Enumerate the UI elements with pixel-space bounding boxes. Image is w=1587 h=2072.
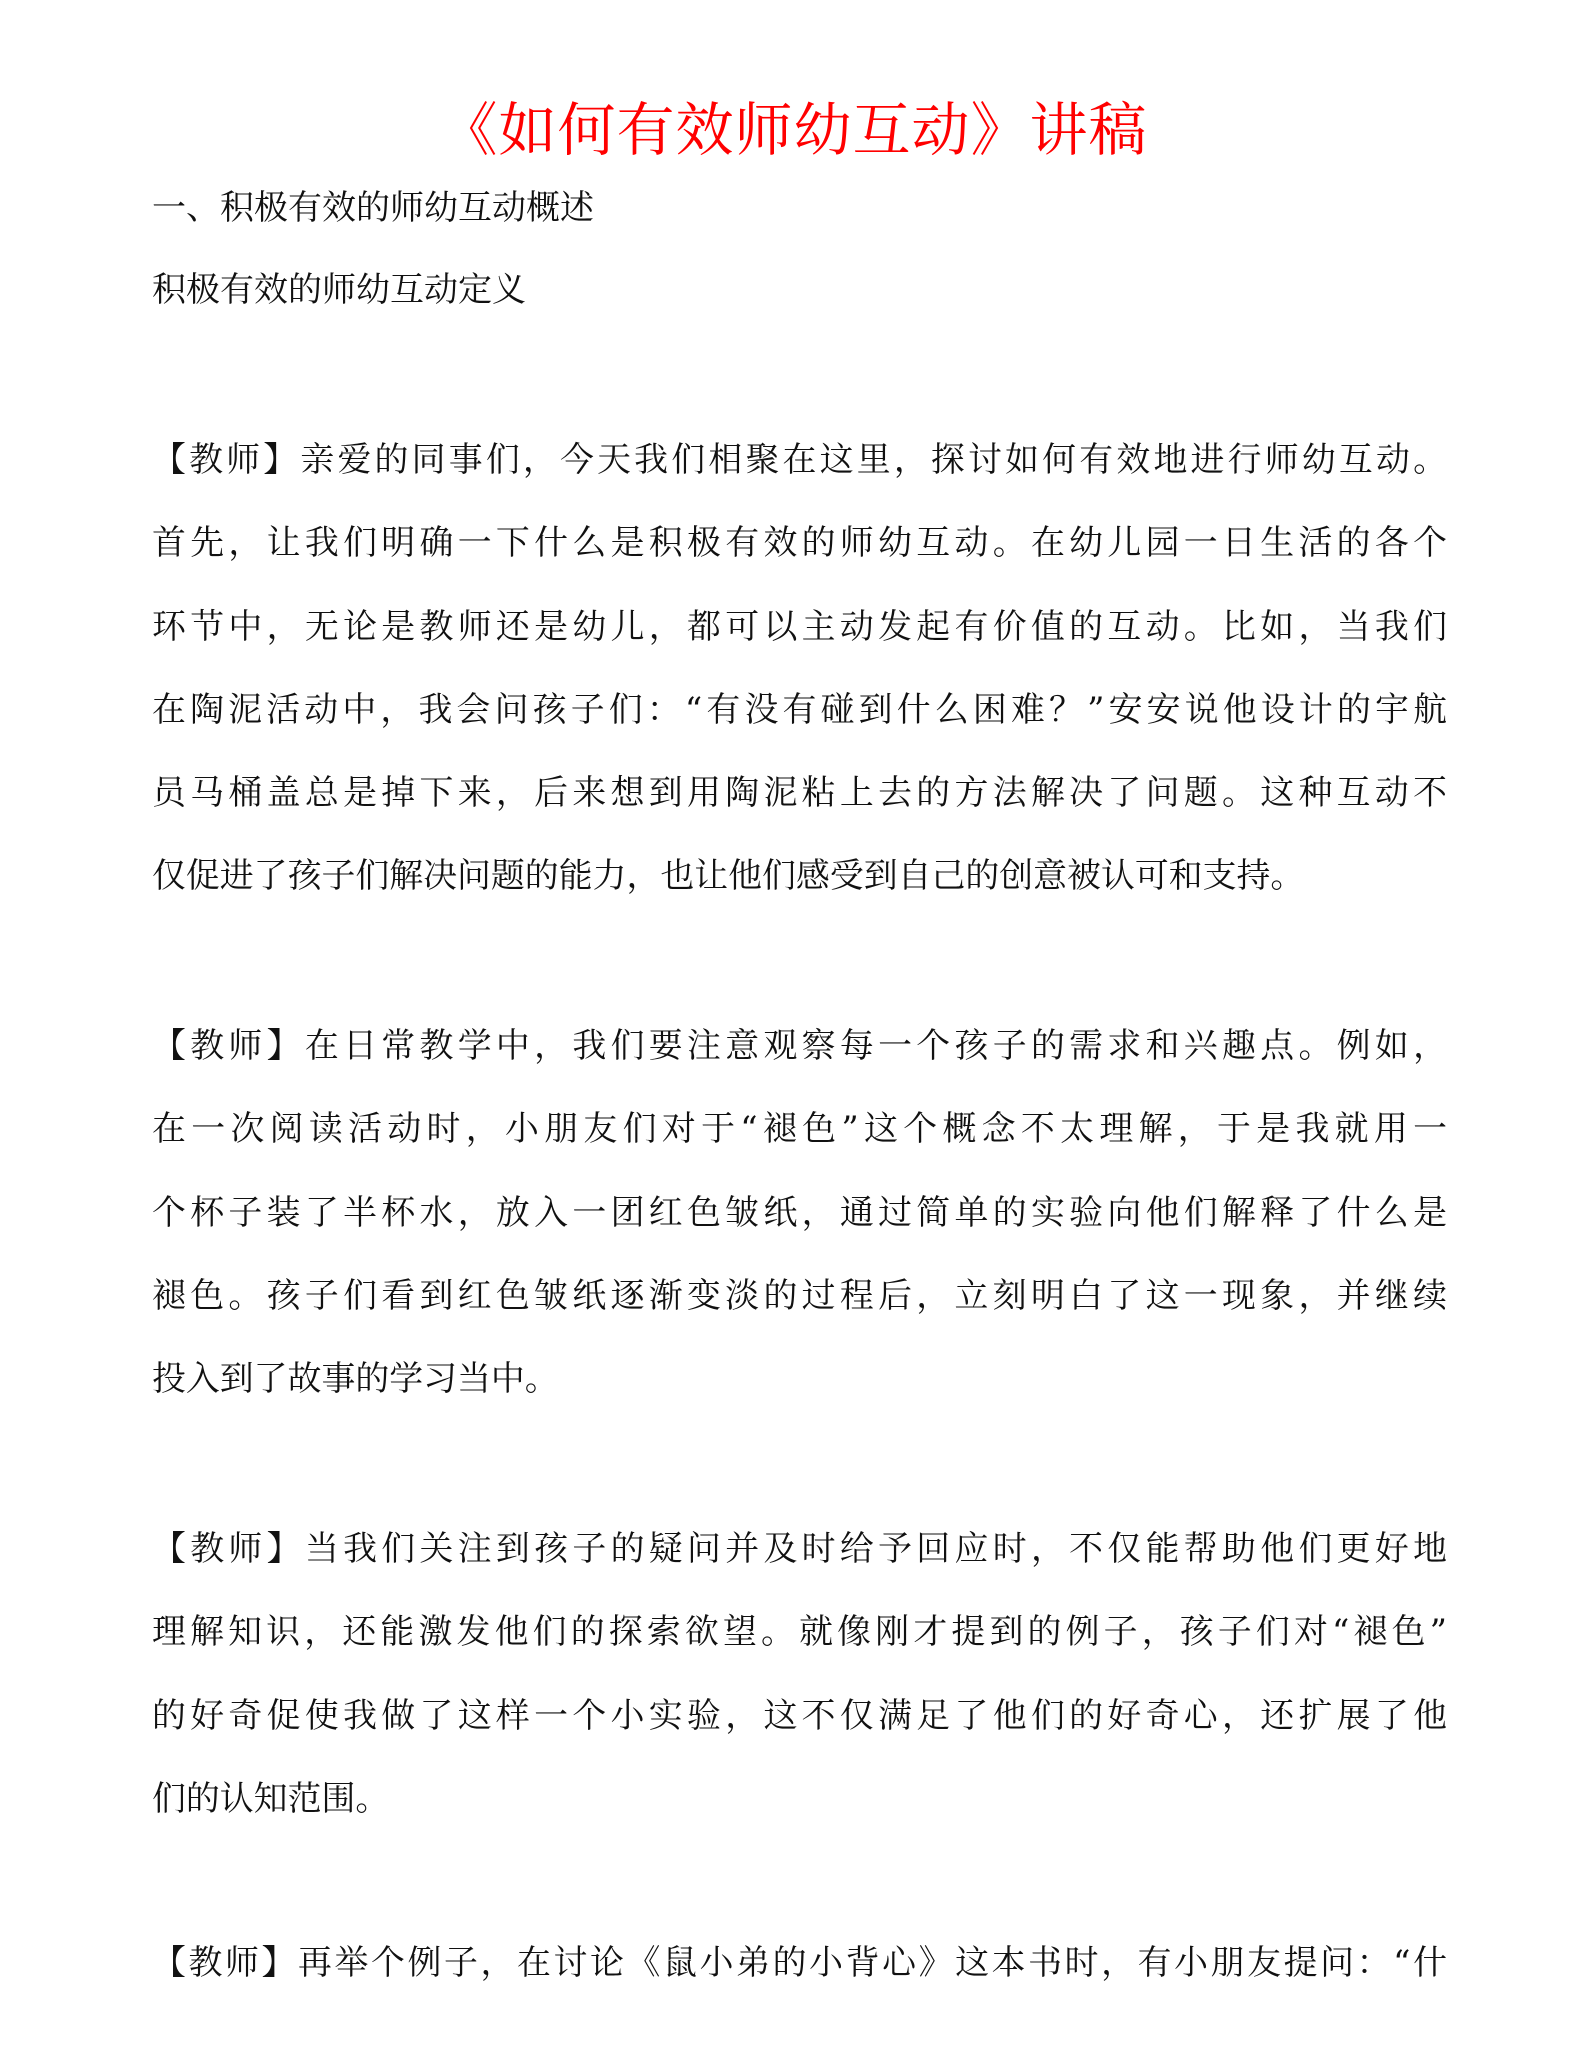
paragraph-line: 【教师】在日常教学中，我们要注意观察每一个孩子的需求和兴趣点。例如， [152, 1026, 1447, 1065]
paragraph-line: 仅促进了孩子们解决问题的能力，也让他们感受到自己的创意被认可和支持。 [152, 856, 1305, 896]
subheading: 积极有效的师幼互动定义 [152, 270, 526, 310]
paragraph-line: 【教师】亲爱的同事们，今天我们相聚在这里，探讨如何有效地进行师幼互动。 [152, 440, 1447, 479]
paragraph-line: 【教师】当我们关注到孩子的疑问并及时给予回应时，不仅能帮助他们更好地 [152, 1529, 1447, 1568]
paragraph-4 [152, 1921, 1447, 2004]
paragraph-3 [152, 1507, 1447, 1840]
document-title: 《如何有效师幼互动》讲稿 [439, 96, 1148, 164]
paragraph-line: 个杯子装了半杯水，放入一团红色皱纸，通过简单的实验向他们解释了什么是 [152, 1192, 1447, 1232]
paragraph-line: 员马桶盖总是掉下来，后来想到用陶泥粘上去的方法解决了问题。这种互动不 [152, 773, 1447, 813]
paragraph-line: 环节中，无论是教师还是幼儿，都可以主动发起有价值的互动。比如，当我们 [152, 606, 1447, 646]
paragraph-line: 褪色。孩子们看到红色皱纸逐渐变淡的过程后，立刻明白了这一现象，并继续 [152, 1275, 1447, 1315]
paragraph-line: 在陶泥活动中，我会问孩子们：“有没有碰到什么困难？”安安说他设计的宇航 [152, 689, 1447, 729]
section-heading: 一、积极有效的师幼互动概述 [152, 188, 594, 228]
paragraph-line: 投入到了故事的学习当中。 [152, 1359, 559, 1399]
paragraph-line: 们的认知范围。 [152, 1778, 390, 1818]
paragraph-line: 在一次阅读活动时，小朋友们对于“褪色”这个概念不太理解，于是我就用一 [152, 1109, 1447, 1149]
paragraph-1 [152, 418, 1447, 918]
paragraph-line: 【教师】再举个例子，在讨论《鼠小弟的小背心》这本书时，有小朋友提问：“什 [152, 1943, 1447, 1982]
paragraph-2 [152, 1004, 1447, 1420]
paragraph-line: 首先，让我们明确一下什么是积极有效的师幼互动。在幼儿园一日生活的各个 [152, 523, 1447, 563]
paragraph-line: 的好奇促使我做了这样一个小实验，这不仅满足了他们的好奇心，还扩展了他 [152, 1695, 1447, 1735]
paragraph-line: 理解知识，还能激发他们的探索欲望。就像刚才提到的例子，孩子们对“褪色” [152, 1612, 1447, 1652]
